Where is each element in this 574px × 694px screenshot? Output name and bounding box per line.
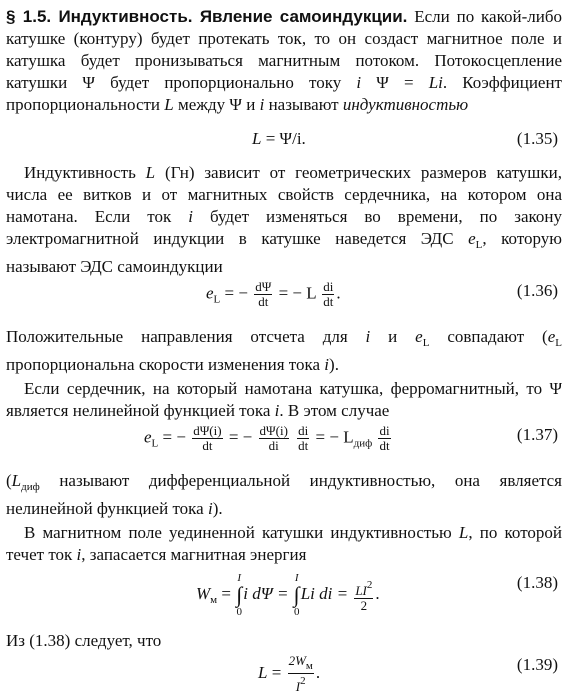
equation-1-38: $W_м = I$ ∫ 0i dΨ = I ∫ 0Li di = $\frac{LI^2}{2}$ . (1.38) xyxy=(196,572,558,618)
paragraph-energy: В магнитном поле уединенной катушки индуктивностью L, по которой течет ток i, запасается магнитная энергия xyxy=(6,523,563,564)
paragraph-definition: § 1.5. Индуктивность. Явление самоиндукции. Если по какой-либо катушке (контуру) будет протекать ток, то он создаст магнитное поле и катушка будет пронизываться магнитным потоком. Потокосцепление катушки Ψ будет пропорционально току i Ψ = Li. Коэффициент пропорциональности L между Ψ и i называют индуктивностью xyxy=(6,7,562,114)
equation-number: (1.39) xyxy=(516,655,558,674)
equation-1-39: L = $\frac{2W_м}{I^2}$ . (1.39) xyxy=(258,653,558,694)
integral-sign: ∫ xyxy=(236,582,243,607)
paragraph-directions: Положительные направления отсчета для i и $e_L$ совпадают ($e_L$ пропорциональна скорости изменения тока i). xyxy=(6,327,562,374)
equation-1-35: L = Ψ/i. (1.35) xyxy=(252,129,558,148)
integral-sign: ∫ xyxy=(293,582,300,607)
page xyxy=(6,6,562,694)
equation-number: (1.35) xyxy=(516,129,558,148)
term-inductance: индуктивностью xyxy=(342,95,469,114)
equation-number: (1.38) xyxy=(516,573,558,592)
equation-number: (1.37) xyxy=(516,425,558,444)
paragraph-ferromagnetic: Если сердечник, на который намотана катушка, ферромагнитный, то Ψ является нелинейной функцией тока i. В этом случае xyxy=(6,379,562,420)
paragraph-inductance: Индуктивность L (Гн) зависит от геометрических размеров катушки, числа ее витков и от магнитных свойств сердечника, на котором она намотана. Если ток i будет изменяться во времени, по закону электромагнитной индукции в катушке наведется ЭДС $e_L$, которую называют ЭДС самоиндукции xyxy=(6,163,562,276)
paragraph-differential: ($L_{диф}$ называют дифференциальной индуктивностью, она является нелинейной функцией тока i). xyxy=(6,471,562,518)
equation-number: (1.36) xyxy=(516,281,558,300)
equation-1-36: $e_L$ = − $\frac{d\Psi}{dt}$ = − L $\frac{di}{dt}$ . (1.36) xyxy=(206,279,558,309)
section-heading: § 1.5. Индуктивность. Явление самоиндукции. xyxy=(6,7,408,26)
equation-1-37: $e_L$ = − $\frac{d\Psi(i)}{dt}$ = − $\frac{d\Psi(i)}{di}$ $\frac{di}{dt}$ = − $L_{диф}$ $\frac{di}{dt}$ (1.37) xyxy=(144,423,558,453)
paragraph-follows: Из (1.38) следует, что xyxy=(6,631,162,650)
